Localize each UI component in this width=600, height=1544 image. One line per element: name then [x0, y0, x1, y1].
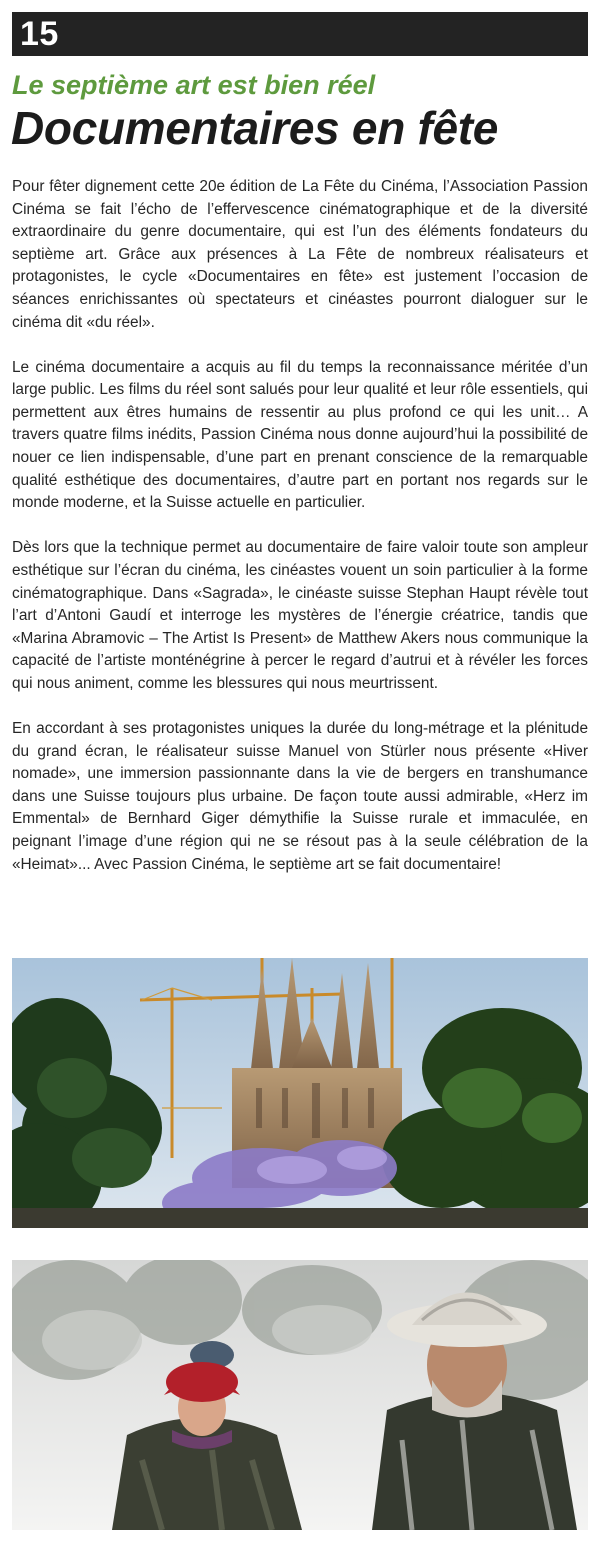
paragraph: Le cinéma documentaire a acquis au fil du temps la reconnaissance méritée d’un large public. Les films du réel sont salués pour leur qualité et leur rôle essentiels, qui permettent aux êtres humains de ressentir au plus profond ce qui les unit… A travers quatre films inédits, Passion Cinéma nous donne aujourd’hui la possibilité de nouer ce lien indispensable, d’une part en prenant conscience de la remarquable qualité esthétique des documentaires, d’autre part en portant nos regards sur le monde moderne, et la Suisse actuelle en particulier.	[12, 358, 588, 512]
shepherds-snow-photo	[12, 1260, 588, 1530]
paragraph: Pour fêter dignement cette 20e édition de La Fête du Cinéma, l’Association Passion Cinéma se fait l’écho de l’effervescence cinématographique et de la diversité extraordinaire du genre documentaire, qui est l’un des éléments fondateurs du septième art. Grâce aux présences à La Fête de nombreux réalisateurs et protagonistes, le cycle «Documentaires en fête» est justement l’occasion de séances enrichissantes où spectateurs et cinéastes pourront dialoguer sur le cinéma dit «du réel».	[12, 178, 588, 331]
sagrada-familia-photo	[12, 958, 588, 1228]
paragraph: En accordant à ses protagonistes uniques la durée du long-métrage et la plénitude du grand écran, le réalisateur suisse Manuel von Stürler nous présente «Hiver nomade», une immersion passionnante dans la vie de bergers en transhumance dans une Suisse toujours plus urbaine. De façon toute aussi admirable, «Herz im Emmental» de Bernhard Giger démythifie la Suisse rurale et immaculée, en peignant l’image d’une région qui ne se résout pas à la seule célébration de la «Heimat»... Avec Passion Cinéma, le septième art se fait documentaire!	[12, 719, 588, 873]
page-number-bar	[12, 12, 588, 56]
article-kicker: Le septième art est bien réel	[12, 70, 376, 100]
page-number: 15	[20, 15, 59, 53]
article-body	[12, 176, 588, 899]
paragraph: Dès lors que la technique permet au documentaire de faire valoir toute son ampleur esthétique sur l’écran du cinéma, les cinéastes vouent un soin particulier à la forme cinématographique. Dans «Sagrada», le cinéaste suisse Stephan Haupt révèle tout l’art d’Antoni Gaudí et interroge les mystères de l’énergie créatrice, tandis que «Marina Abramovic – The Artist Is Present» de Matthew Akers nous communique la capacité de l’artiste monténégrine à percer le regard d’autrui et à révéler les forces qui nous animent, comme les blessures qui nous meurtrissent.	[12, 539, 588, 692]
article-headline: Documentaires en fête	[11, 102, 499, 154]
